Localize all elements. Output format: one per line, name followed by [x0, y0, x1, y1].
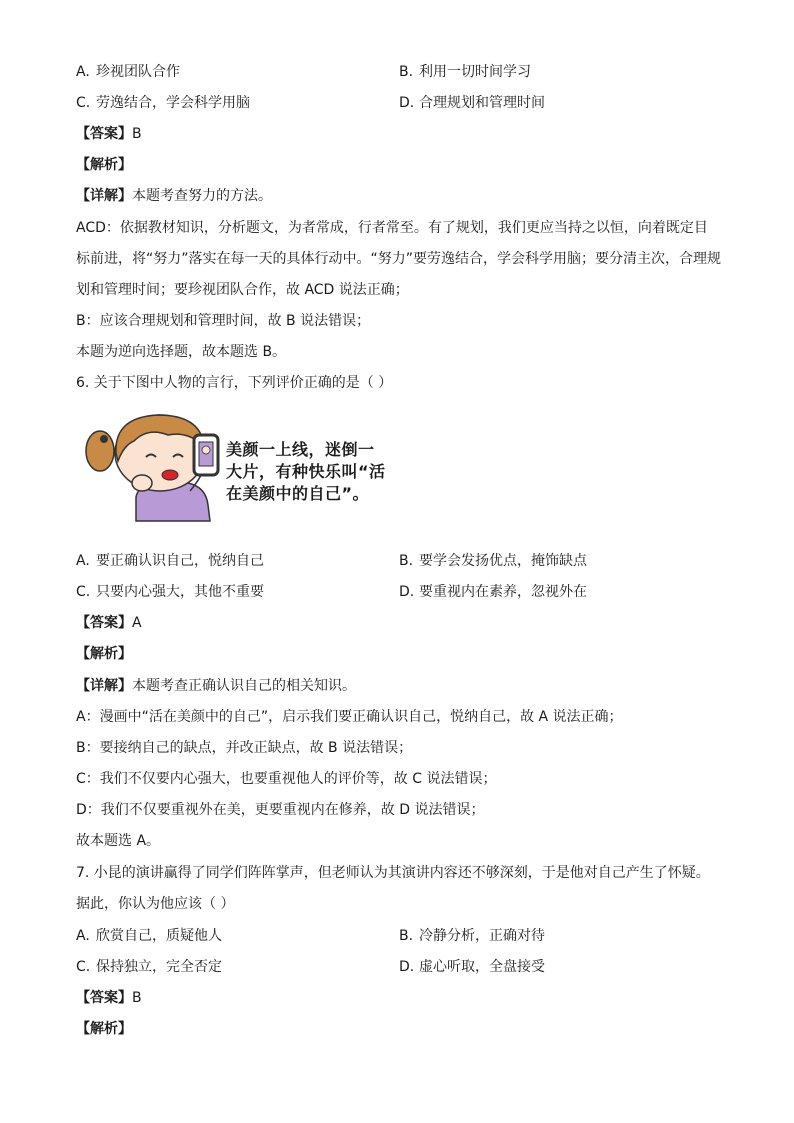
option-text: 要重视内在素养，忽视外在	[419, 584, 587, 600]
q6-analysis-tag: 【解析】	[76, 646, 132, 662]
q6-analysis-line: A：漫画中“活在美颜中的自己”，启示我们要正确认识自己，悦纳自己，故 A 说法正确；	[76, 709, 623, 725]
option-letter: C.	[76, 95, 91, 111]
detail-tag: 【详解】	[76, 678, 132, 694]
option-text: 保持独立，完全否定	[96, 959, 222, 975]
answer-value: A	[132, 615, 142, 631]
q5-option-c	[76, 93, 250, 113]
q6-option-c	[76, 582, 264, 602]
answer-tag: 【答案】	[76, 126, 132, 142]
q5-option-a	[76, 62, 180, 82]
q6-analysis-line: C：我们不仅要内心强大，也要重视他人的评价等，故 C 说法错误；	[76, 771, 497, 787]
option-letter: B.	[399, 553, 414, 569]
cartoon-speech-text	[226, 439, 406, 505]
answer-tag: 【答案】	[76, 990, 132, 1006]
option-text: 珍视团队合作	[96, 64, 180, 80]
q6-analysis-line: D：我们不仅要重视外在美，更要重视内在修养，故 D 说法错误；	[76, 802, 485, 818]
q5-option-d	[399, 93, 545, 113]
q6-stem: 6. 关于下图中人物的言行，下列评价正确的是（ ）	[76, 375, 393, 391]
q7-option-a	[76, 926, 222, 946]
answer-value: B	[132, 990, 142, 1006]
option-text: 冷静分析，正确对待	[419, 928, 545, 944]
option-letter: B.	[399, 64, 414, 80]
option-text: 虚心听取，全盘接受	[419, 959, 545, 975]
detail-text: 本题考查努力的方法。	[132, 188, 272, 204]
q6-analysis-line: B：要接纳自己的缺点，并改正缺点，故 B 说法错误；	[76, 740, 413, 756]
option-text: 要正确认识自己，悦纳自己	[96, 553, 264, 569]
detail-tag: 【详解】	[76, 188, 132, 204]
q6-answer	[76, 613, 142, 633]
detail-text: 本题考查正确认识自己的相关知识。	[132, 678, 356, 694]
q6-option-d	[399, 582, 587, 602]
option-letter: D.	[399, 959, 415, 975]
q5-analysis-line: B：应该合理规划和管理时间，故 B 说法错误；	[76, 313, 371, 329]
option-letter: A.	[76, 928, 90, 944]
option-text: 欣赏自己，质疑他人	[96, 928, 222, 944]
answer-tag: 【答案】	[76, 615, 132, 631]
option-text: 利用一切时间学习	[419, 64, 531, 80]
q7-analysis-tag: 【解析】	[76, 1021, 132, 1037]
speech-line: 大片，有种快乐叫“活	[226, 462, 386, 481]
speech-line: 美颜一上线，迷倒一	[226, 440, 375, 459]
speech-line: 在美颜中的自己”。	[226, 484, 370, 503]
option-text: 只要内心强大，其他不重要	[96, 584, 264, 600]
q5-option-b	[399, 62, 531, 82]
option-letter: D.	[399, 95, 415, 111]
q5-answer	[76, 124, 142, 144]
q7-option-c	[76, 957, 222, 977]
q6-detail	[76, 676, 356, 696]
option-letter: C.	[76, 959, 91, 975]
option-letter: C.	[76, 584, 91, 600]
option-letter: A.	[76, 64, 90, 80]
q7-option-b	[399, 926, 545, 946]
answer-value: B	[132, 126, 142, 142]
option-letter: A.	[76, 553, 90, 569]
option-letter: D.	[399, 584, 415, 600]
option-text: 合理规划和管理时间	[419, 95, 545, 111]
q7-answer	[76, 988, 142, 1008]
q6-analysis-line: 故本题选 A。	[76, 833, 161, 849]
q6-option-a	[76, 551, 264, 571]
q6-option-b	[399, 551, 587, 571]
option-text: 劳逸结合，学会科学用脑	[96, 95, 250, 111]
q5-analysis-line: 本题为逆向选择题，故本题选 B。	[76, 344, 287, 360]
q5-analysis-line: ACD：依据教材知识，分析题文，为者常成，行者常至。有了规划，我们更应当持之以恒，向着既定目	[76, 220, 708, 236]
q7-option-d	[399, 957, 545, 977]
q7-stem-line: 7. 小昆的演讲赢得了同学们阵阵掌声，但老师认为其演讲内容还不够深刻，于是他对自己产生了怀疑。	[76, 865, 710, 881]
option-letter: B.	[399, 928, 414, 944]
q5-analysis-tag: 【解析】	[76, 157, 132, 173]
q5-detail	[76, 186, 272, 206]
q7-stem-line: 据此，你认为他应该（ ）	[76, 896, 235, 912]
q5-analysis-line: 划和管理时间；要珍视团队合作，故 ACD 说法正确；	[76, 282, 409, 298]
q5-analysis-line: 标前进，将“努力”落实在每一天的具体行动中。“努力”要劳逸结合，学会科学用脑；要分清主次，合理规	[76, 251, 722, 267]
option-text: 要学会发扬优点，掩饰缺点	[419, 553, 587, 569]
